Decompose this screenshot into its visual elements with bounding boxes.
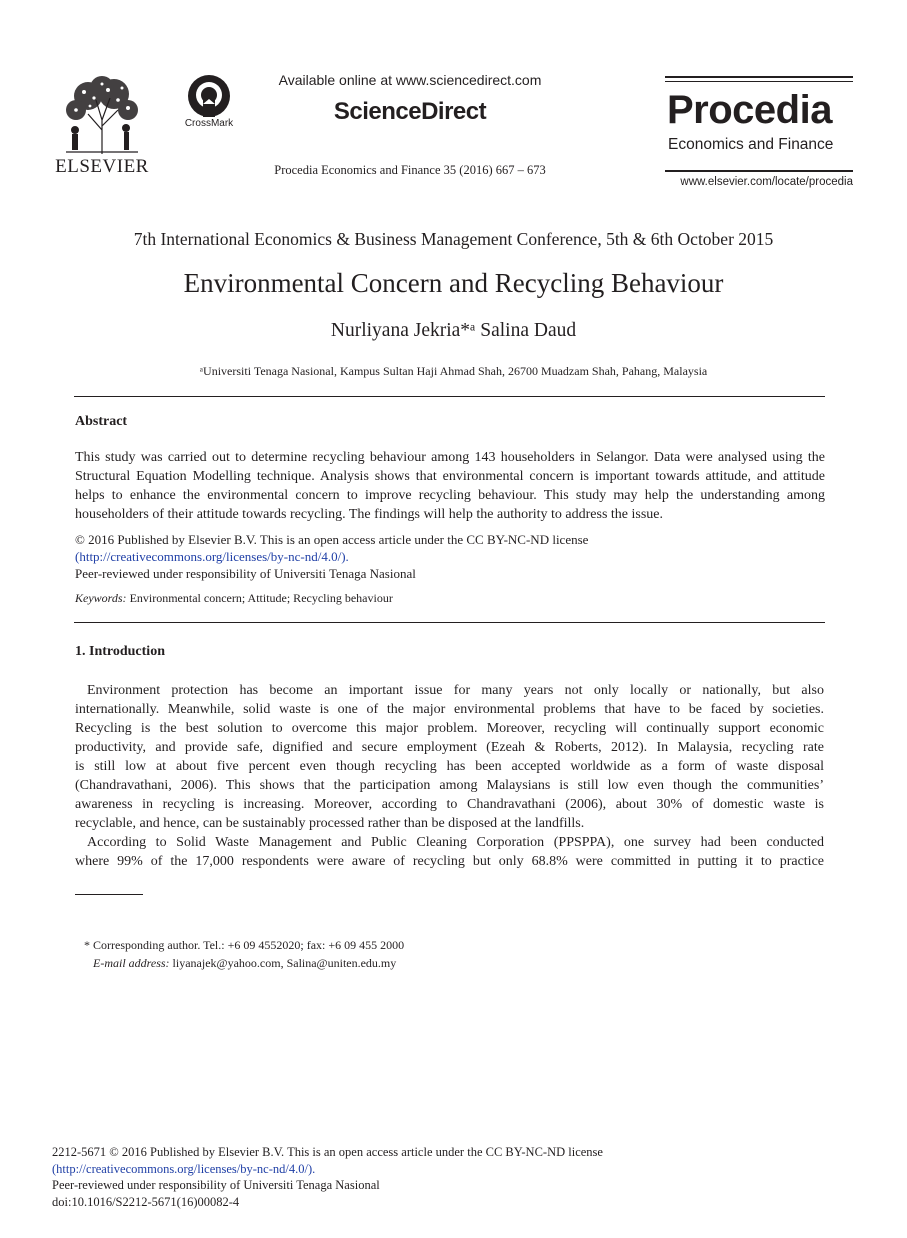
footer-license-link[interactable]: (http://creativecommons.org/licenses/by-nc-nd/4.0/). — [52, 1161, 316, 1176]
intro-line: (Chandravathani, 2006). This shows that the participation among Malaysians is still low even though the communities’ — [75, 778, 824, 793]
crossmark-icon — [180, 74, 238, 118]
available-online-text: Available online at www.sciencedirect.com — [278, 72, 542, 88]
journal-brand — [665, 76, 853, 194]
doi[interactable]: doi:10.1016/S2212-5671(16)00082-4 — [52, 1194, 240, 1209]
paper-authors: Nurliyana Jekria*ᵃ Salina Daud — [330, 320, 577, 341]
keywords-label: Keywords: — [75, 591, 127, 605]
journal-name: Procedia — [667, 88, 832, 132]
keywords-line — [75, 591, 825, 606]
copyright-line: © 2016 Published by Elsevier B.V. This is an open access article under the CC BY-NC-ND license — [75, 532, 589, 547]
section-divider — [74, 396, 825, 397]
journal-subtitle: Economics and Finance — [668, 136, 834, 153]
platform-name[interactable]: ScienceDirect — [333, 98, 487, 125]
crossmark-label: CrossMark — [184, 118, 234, 129]
brand-rule — [665, 76, 853, 78]
brand-rule — [665, 170, 853, 172]
abstract-line: This study was carried out to determine recycling behaviour among 143 householders in Selangor. Data were analysed using the — [75, 450, 825, 465]
intro-line: Recycling is the best solution to overcome this major problem. Moreover, recycling will continually support economic — [75, 721, 824, 736]
license-link[interactable]: (http://creativecommons.org/licenses/by-nc-nd/4.0/). — [75, 549, 349, 564]
page-footer — [52, 1144, 752, 1210]
copyright-block — [75, 531, 825, 582]
intro-line: productivity, and provide safe, dignified and secure employment (Ezeah & Roberts, 2012). In Malaysia, recycling rate — [75, 740, 824, 755]
intro-line: recyclable, and hence, can be sustainably processed rather than be disposed at the landfills. — [75, 816, 585, 831]
abstract-line: householders of their attitude towards recycling. The findings will help the authority to address the issue. — [75, 507, 663, 522]
intro-line: Environment protection has become an important issue for many years not only locally or nationally, but also — [87, 683, 824, 698]
author-affiliation: ᵃUniversiti Tenaga Nasional, Kampus Sultan Haji Ahmad Shah, 26700 Muadzam Shah, Pahang, Malaysia — [199, 364, 708, 378]
footnote-rule — [75, 894, 143, 895]
abstract-heading: Abstract — [75, 414, 128, 429]
paper-title: Environmental Concern and Recycling Behaviour — [183, 268, 724, 298]
brand-rule — [665, 81, 853, 82]
intro-line: According to Solid Waste Management and Public Cleaning Corporation (PPSPPA), one survey had been conducted — [87, 835, 824, 850]
introduction-body — [75, 681, 824, 871]
issn-line: 2212-5671 © 2016 Published by Elsevier B.V. This is an open access article under the CC BY-NC-ND license — [52, 1145, 603, 1159]
elsevier-logo — [52, 74, 152, 178]
journal-url[interactable]: www.elsevier.com/locate/procedia — [680, 176, 853, 188]
footnote — [84, 936, 784, 972]
intro-line: awareness in recycling is increasing. Moreover, according to Chandravathani (2006), about 30% of domestic waste is — [75, 797, 824, 812]
author-emails: liyanajek@yahoo.com, Salina@uniten.edu.my — [172, 956, 397, 970]
crossmark-badge[interactable] — [180, 74, 238, 134]
intro-line: internationally. Meanwhile, solid waste is one of the major environmental problems that have to be faced by societies. — [75, 702, 824, 717]
journal-citation: Procedia Economics and Finance 35 (2016) 667 – 673 — [274, 163, 546, 177]
abstract-line: helps to enhance the environmental concern to improve recycling behaviour. This study may help the understanding among — [75, 488, 825, 503]
email-label: E-mail address: — [93, 956, 170, 970]
footer-peer-review: Peer-reviewed under responsibility of Universiti Tenaga Nasional — [52, 1178, 380, 1192]
elsevier-tree-icon — [58, 74, 146, 156]
section-heading: 1. Introduction — [75, 644, 165, 659]
intro-line: where 99% of the 17,000 respondents were aware of recycling but only 68.8% were committed in putting it to practice — [75, 854, 824, 869]
abstract-body — [75, 448, 825, 524]
conference-line: 7th International Economics & Business Management Conference, 5th & 6th October 2015 — [133, 229, 774, 249]
intro-line: is still low at about five percent even though recycling has been accepted worldwide as a form of waste disposal — [75, 759, 824, 774]
abstract-line: Structural Equation Modelling technique. Analysis shows that environmental concern is important towards attitude, and attitude — [75, 469, 825, 484]
publisher-name: ELSEVIER — [55, 156, 149, 177]
section-divider — [74, 622, 825, 623]
corresponding-author: * Corresponding author. Tel.: +6 09 4552020; fax: +6 09 455 2000 — [84, 938, 405, 952]
keywords-value: Environmental concern; Attitude; Recycling behaviour — [129, 591, 393, 605]
peer-review-line: Peer-reviewed under responsibility of Universiti Tenaga Nasional — [75, 566, 416, 581]
